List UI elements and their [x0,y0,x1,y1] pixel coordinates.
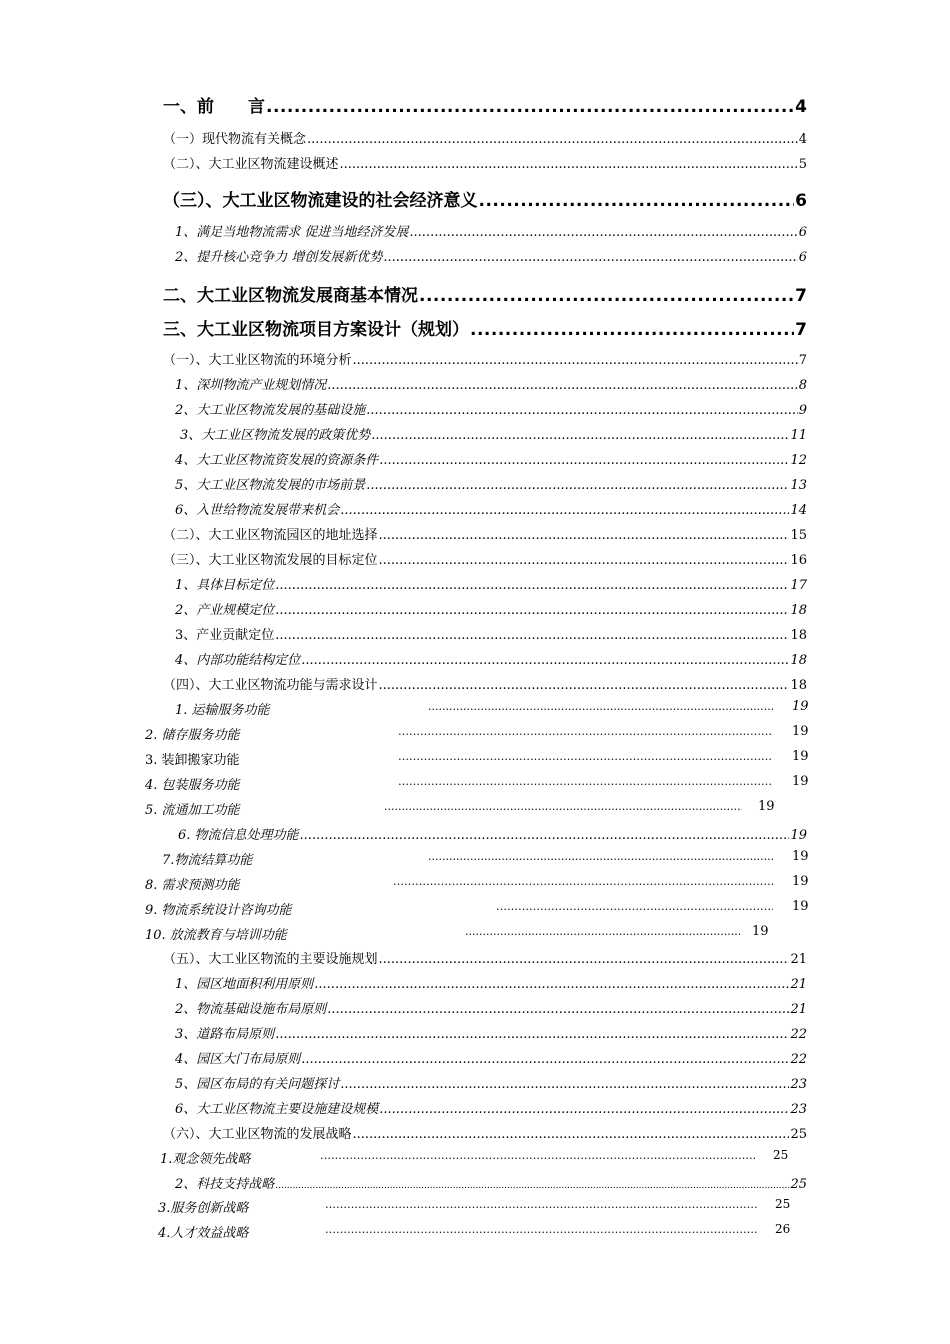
dot-leader [409,225,797,240]
toc-entry-page: 21 [790,1002,807,1017]
toc-entry-title: （五）、大工业区物流的主要设施规划 [163,952,378,967]
toc-entry-page: 14 [790,503,807,518]
toc-entry[interactable] [175,246,807,265]
toc-entry[interactable] [175,399,807,418]
toc-entry-page: 19 [792,749,809,764]
toc-entry-title: 6. 物流信息处理功能 [178,828,299,843]
toc-entry-title: 1、具体目标定位 [175,578,275,593]
dot-leader [366,478,789,493]
toc-entry-page: 25 [775,1197,791,1211]
toc-entry-title: 3、产业贡献定位 [175,628,275,643]
toc-entry[interactable] [163,1123,807,1142]
dot-leader [340,157,798,172]
toc-entry-title: 2. 储存服务功能 [145,728,240,743]
toc-entry-page: 19 [792,849,809,864]
toc-entry-page: 4 [798,132,807,147]
toc-entry-page: 7 [798,353,807,368]
dot-leader [428,700,773,713]
dot-leader [496,900,773,913]
toc-entry-page: 9 [798,403,807,418]
toc-entry-title: 10. 放流教育与培训功能 [145,928,287,943]
dot-leader [428,850,773,863]
toc-entry-title: （三）、大工业区物流发展的目标定位 [163,553,378,568]
toc-entry-title: 三、大工业区物流项目方案设计（规划） [163,320,469,340]
toc-entry-page: 15 [790,528,807,543]
toc-entry-title: 2、产业规模定位 [175,603,275,618]
dot-leader [275,1027,789,1042]
toc-entry-title: （六）、大工业区物流的发展战略 [163,1127,352,1142]
toc-entry[interactable] [175,221,807,240]
toc-entry-title: 4、内部功能结构定位 [175,653,301,668]
toc-entry[interactable] [163,186,807,211]
toc-entry-title: 4. 包装服务功能 [145,778,240,793]
toc-entry-page: 19 [792,899,809,914]
dot-leader [300,828,790,843]
toc-entry-title: 5、园区布局的有关问题探讨 [175,1077,340,1092]
dot-leader [379,453,789,468]
toc-entry[interactable] [163,92,807,117]
toc-entry-title: （一）、大工业区物流的环境分析 [163,353,352,368]
dot-leader [383,250,797,265]
toc-entry-title: 1.观念领先战略 [160,1152,251,1167]
toc-entry[interactable] [175,649,807,668]
toc-entry-page: 19 [752,924,769,939]
toc-entry-page: 13 [790,478,807,493]
toc-entry[interactable] [163,948,807,967]
dot-leader [371,428,789,443]
toc-entry[interactable] [175,1023,807,1042]
toc-entry-page: 12 [790,453,807,468]
toc-entry-page: 21 [790,952,807,967]
toc-entry-title: 1、满足当地物流需求 促进当地经济发展 [175,225,409,240]
toc-entry-title: （三）、大工业区物流建设的社会经济意义 [163,191,478,211]
toc-entry-page: 8 [798,378,807,393]
dot-leader [379,678,790,693]
toc-entry-title: 3. 装卸搬家功能 [145,753,240,768]
toc-entry[interactable] [175,1173,807,1192]
dot-leader [353,353,798,368]
toc-entry-page: 26 [775,1222,791,1236]
dot-leader [325,1198,757,1211]
toc-entry-page: 25 [773,1148,789,1162]
dot-leader [419,286,794,306]
dot-leader [325,1223,757,1236]
dot-leader [379,528,790,543]
dot-leader [366,403,797,418]
dot-leader [384,800,742,813]
toc-entry-title: 2、大工业区物流发展的基础设施 [175,403,366,418]
toc-entry[interactable] [175,998,807,1017]
toc-entry[interactable] [175,1073,807,1092]
dot-leader [379,553,790,568]
dot-leader [327,378,797,393]
toc-entry-title: （一）现代物流有关概念 [163,132,307,147]
toc-entry-title: 2、科技支持战略 [175,1177,275,1192]
toc-entry-title: 7.物流结算功能 [162,853,253,868]
toc-entry-title: 2、提升核心竞争力 增创发展新优势 [175,250,383,265]
toc-entry-title: 一、前 言 [163,97,265,117]
toc-entry-title: 3、道路布局原则 [175,1027,275,1042]
dot-leader [307,132,798,147]
toc-entry-page: 17 [790,578,807,593]
toc-entry-page: 11 [790,428,807,443]
toc-entry-page: 22 [790,1052,807,1067]
dot-leader [275,603,789,618]
toc-entry-title: 9. 物流系统设计咨询功能 [145,903,292,918]
toc-entry-page: 25 [790,1127,807,1142]
toc-entry-page: 23 [790,1102,807,1117]
toc-entry-page: 7 [795,286,807,306]
toc-entry-page: 19 [758,799,775,814]
toc-entry[interactable] [175,374,807,393]
toc-entry-page: 18 [790,603,807,618]
dot-leader [398,725,773,738]
dot-leader [340,1077,789,1092]
toc-entry[interactable] [180,424,807,443]
dot-leader [275,628,789,643]
toc-entry-page: 19 [792,874,809,889]
toc-entry-page: 6 [798,250,807,265]
dot-leader [340,503,789,518]
toc-entry[interactable] [163,153,807,172]
toc-entry[interactable] [163,315,807,340]
toc-entry-page: 19 [792,774,809,789]
toc-entry-title: 1、深圳物流产业规划情况 [175,378,327,393]
toc-entry-title: 6、入世给物流发展带来机会 [175,503,340,518]
toc-entry-page: 5 [798,157,807,172]
toc-entry[interactable] [163,281,807,306]
toc-entry[interactable] [178,824,807,843]
toc-entry[interactable] [163,674,807,693]
toc-entry-title: 5、大工业区物流发展的市场前景 [175,478,366,493]
toc-entry-title: 1. 运输服务功能 [175,703,270,718]
toc-entry-title: 2、物流基础设施布局原则 [175,1002,327,1017]
dot-leader [275,578,789,593]
dot-leader [320,1149,755,1162]
dot-leader [379,1102,789,1117]
dot-leader [314,977,789,992]
toc-entry[interactable] [175,599,807,618]
toc-entry[interactable] [163,524,807,543]
toc-entry[interactable] [175,973,807,992]
toc-entry-page: 19 [792,699,809,714]
toc-entry-page: 18 [790,628,807,643]
toc-entry-title: 8. 需求预测功能 [145,878,240,893]
toc-entry-page: 23 [790,1077,807,1092]
toc-entry-title: 3.服务创新战略 [158,1201,249,1216]
toc-entry-title: 3、大工业区物流发展的政策优势 [180,428,371,443]
toc-entry-title: （二）、大工业区物流建设概述 [163,157,339,172]
toc-entry-page: 19 [790,828,807,843]
toc-entry-page: 18 [790,678,807,693]
toc-entry-title: 二、大工业区物流发展商基本情况 [163,286,418,306]
dot-leader [470,320,794,340]
toc-entry-title: 4、大工业区物流资发展的资源条件 [175,453,379,468]
toc-entry[interactable] [175,1098,807,1117]
dot-leader [393,875,773,888]
dot-leader [266,97,794,117]
dot-leader [327,1002,789,1017]
dot-leader [275,1181,789,1191]
toc-entry-title: （四）、大工业区物流功能与需求设计 [163,678,378,693]
toc-entry-page: 6 [795,191,807,211]
toc-entry-title: （二）、大工业区物流园区的地址选择 [163,528,378,543]
toc-entry[interactable] [163,128,807,147]
toc-entry-page: 18 [790,653,807,668]
toc-entry-page: 21 [790,977,807,992]
dot-leader [379,952,790,967]
dot-leader [353,1127,790,1142]
toc-entry-title: 5. 流通加工功能 [145,803,240,818]
toc-entry-title: 4.人才效益战略 [158,1226,249,1241]
dot-leader [398,775,773,788]
toc-entry-title: 1、园区地面积利用原则 [175,977,314,992]
toc-entry-page: 7 [795,320,807,340]
dot-leader [301,1052,789,1067]
toc-entry[interactable] [175,474,807,493]
toc-entry-page: 19 [792,724,809,739]
dot-leader [465,925,740,938]
dot-leader [479,191,795,211]
toc-entry[interactable] [175,1048,807,1067]
toc-entry-page: 6 [798,225,807,240]
toc-entry-title: 6、大工业区物流主要设施建设规模 [175,1102,379,1117]
toc-entry-page: 22 [790,1027,807,1042]
toc-entry-page: 4 [795,97,807,117]
toc-entry-page: 16 [790,553,807,568]
toc-entry[interactable] [175,624,807,643]
toc-entry[interactable] [175,574,807,593]
dot-leader [398,750,773,763]
toc-entry[interactable] [163,349,807,368]
dot-leader [301,653,789,668]
toc-entry[interactable] [175,449,807,468]
toc-entry-page: 25 [790,1177,807,1192]
toc-entry[interactable] [163,549,807,568]
toc-entry[interactable] [175,499,807,518]
toc-entry-title: 4、园区大门布局原则 [175,1052,301,1067]
